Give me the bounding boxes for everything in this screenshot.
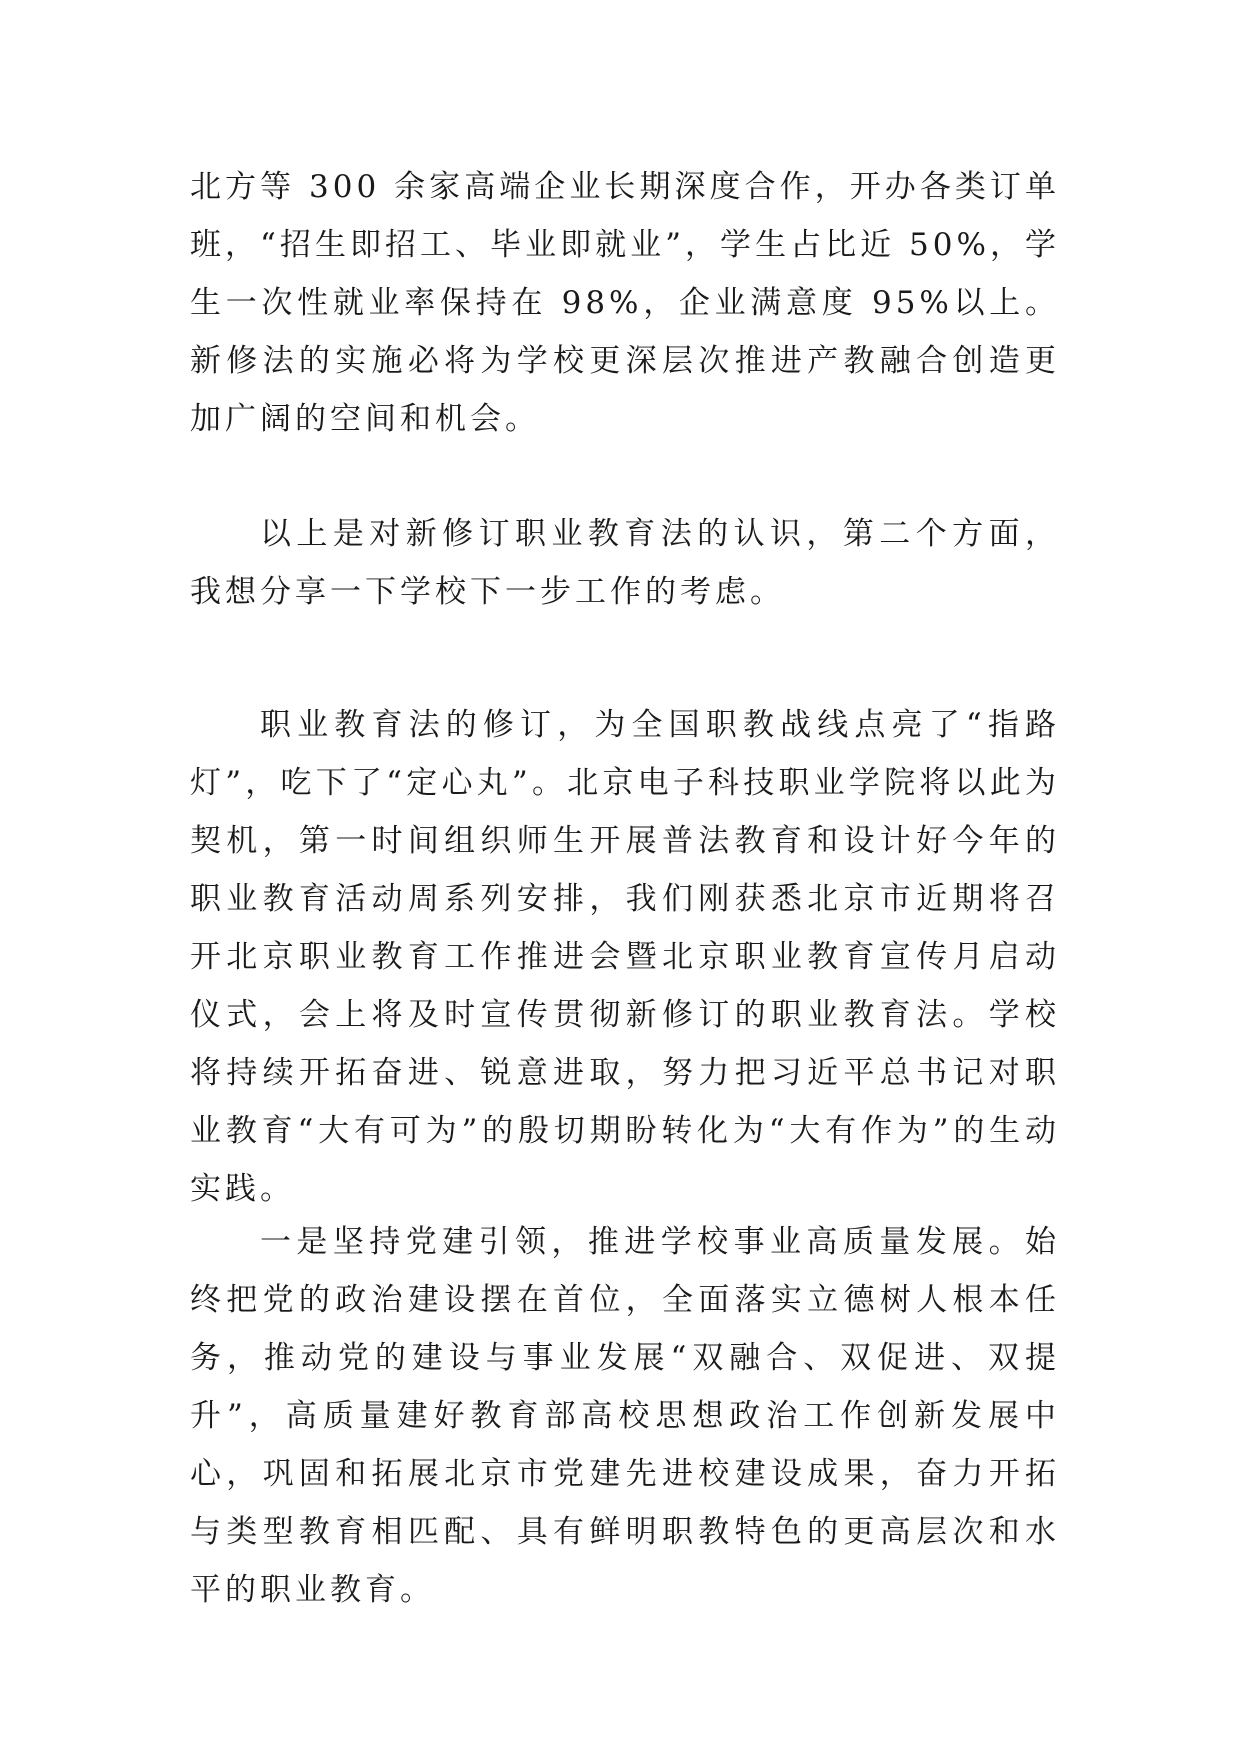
paragraph-party-building: 一是坚持党建引领，推进学校事业高质量发展。始终把党的政治建设摆在首位，全面落实立德树人根本任务，推动党的建设与事业发展“双融合、双促进、双提升”，高质量建好教育部高校思想政治工作创新发展中心，巩固和拓展北京市党建先进校建设成果，奋力开拓与类型教育相匹配、具有鲜明职教特色的更高层次和水平的职业教育。	[190, 1224, 1060, 1608]
paragraph-continuation: 北方等 300 余家高端企业长期深度合作，开办各类订单班，“招生即招工、毕业即就业”，学生占比近 50%，学生一次性就业率保持在 98%，企业满意度 95%以上。新修法的实施必将为学校更深层次推进产教融合创造更加广阔的空间和机会。	[190, 169, 1060, 437]
paragraph-transition: 以上是对新修订职业教育法的认识，第二个方面，我想分享一下学校下一步工作的考虑。	[190, 516, 1060, 610]
paragraph-law-revision: 职业教育法的修订，为全国职教战线点亮了“指路灯”，吃下了“定心丸”。北京电子科技职业学院将以此为契机，第一时间组织师生开展普法教育和设计好今年的职业教育活动周系列安排，我们刚获悉北京市近期将召开北京职业教育工作推进会暨北京职业教育宣传月启动仪式，会上将及时宣传贯彻新修订的职业教育法。学校将持续开拓奋进、锐意进取，努力把习近平总书记对职业教育“大有可为”的殷切期盼转化为“大有作为”的生动实践。	[190, 707, 1060, 1207]
